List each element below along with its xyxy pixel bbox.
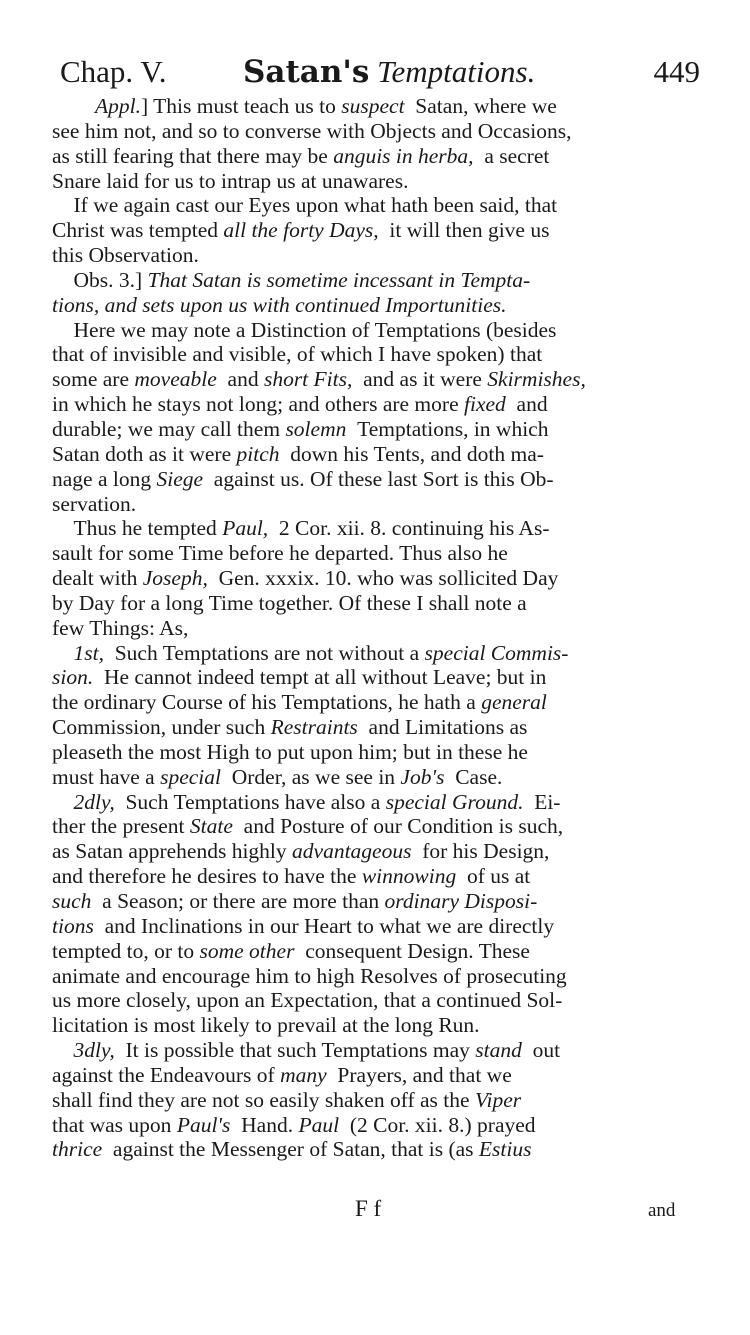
text-line (52, 616, 702, 641)
text-line (52, 914, 702, 939)
text-run: It is possible that such Temptations may (114, 1038, 476, 1063)
text-run: Snare laid for us to intrap us at unawares. (52, 168, 409, 193)
text-run: against us. Of these last Sort is this Ob- (203, 466, 554, 491)
text-run: against the Endeavours of (52, 1062, 281, 1087)
text-run: ther the present (52, 814, 190, 839)
text-run: shall find they are not so easily shaken off as the (52, 1087, 475, 1112)
italic-run: pitch (236, 441, 280, 466)
text-run: 2 Cor. xii. 8. continuing his As- (268, 516, 550, 541)
text-line (52, 765, 702, 790)
italic-run: ordinary Disposi- (384, 889, 538, 913)
text-run: sault for some Time before he departed. Thus also he (52, 541, 508, 566)
text-line (52, 889, 702, 914)
text-run: and therefore he desires to have the (52, 864, 362, 889)
text-run: Temptations, in which (346, 416, 549, 441)
text-line (52, 690, 702, 715)
text-line (52, 144, 702, 169)
text-run: Thus he tempted (52, 516, 223, 541)
italic-run: Joseph, (142, 566, 208, 591)
text-run: and (505, 392, 548, 417)
text-line (52, 417, 702, 442)
text-run: licitation is most likely to prevail at the long Run. (52, 1013, 480, 1038)
italic-run: Siege (156, 466, 204, 491)
text-line (52, 318, 702, 343)
italic-run: all the forty Days, (223, 218, 379, 243)
text-run: it will then give us (378, 218, 550, 243)
italic-run: 2dly, (73, 789, 115, 814)
text-line (52, 243, 702, 268)
text-run: as still fearing that there may be (52, 143, 334, 168)
text-run: Hand. (230, 1112, 299, 1137)
text-run: Gen. xxxix. 10. who was sollicited Day (207, 566, 559, 591)
text-run: Prayers, and that we (326, 1062, 512, 1087)
text-line (52, 516, 702, 541)
text-run: down his Tents, and doth ma- (279, 441, 544, 466)
text-body (52, 94, 702, 1162)
text-line (52, 665, 702, 690)
italic-run: advantageous (292, 839, 412, 864)
text-run: the ordinary Course of his Temptations, he hath a (52, 690, 482, 715)
italic-run: State (189, 814, 233, 839)
text-run (52, 1038, 74, 1062)
text-line (52, 814, 702, 839)
text-run: Such Temptations have also a (114, 789, 386, 814)
italic-run: such (52, 889, 92, 913)
signature-mark: F f (355, 1196, 382, 1221)
text-line (52, 467, 702, 492)
text-line (52, 218, 702, 243)
text-run: Ei- (523, 789, 561, 814)
italic-run: moveable (134, 367, 217, 392)
italic-run: 1st, (73, 640, 104, 665)
text-run: Commission, under such (52, 715, 271, 740)
text-run: against the Messenger of Satan, that is (as (102, 1137, 479, 1162)
text-run: few Things: As, (52, 615, 189, 640)
text-run: Obs. 3.] (52, 267, 148, 292)
text-run: ] This must teach us to (140, 94, 342, 118)
text-line (52, 715, 702, 740)
text-run: of us at (456, 864, 531, 889)
italic-run: anguis in herba, (333, 143, 474, 168)
text-run: for his Design, (411, 839, 550, 864)
text-line (52, 193, 702, 218)
text-line (52, 342, 702, 367)
italic-run: Skirmishes, (487, 367, 586, 392)
text-line (52, 1113, 702, 1138)
text-run: must have a (52, 764, 161, 789)
text-run: that of invisible and visible, of which I have spoken) that (52, 342, 543, 367)
text-run: tempted to, or to (52, 938, 200, 963)
title-blackletter: Satan's (243, 54, 370, 90)
text-run (52, 94, 95, 118)
text-line (52, 1013, 702, 1038)
text-line (52, 1063, 702, 1088)
text-run: animate and encourage him to high Resolves of prosecuting (52, 963, 567, 988)
italic-run: many (280, 1062, 327, 1087)
text-line (52, 442, 702, 467)
text-run: nage a long (52, 466, 157, 491)
text-line (52, 492, 702, 517)
text-run: out (521, 1038, 561, 1063)
text-run: and Limitations as (357, 715, 528, 740)
text-line (52, 94, 702, 119)
text-line (52, 566, 702, 591)
italic-run: fixed (464, 392, 506, 417)
text-run: Such Temptations are not without a (103, 640, 425, 665)
text-run: Satan doth as it were (52, 441, 237, 466)
text-line (52, 119, 702, 144)
text-run: some are (52, 367, 135, 392)
italic-run: solemn (285, 416, 347, 441)
text-line (52, 939, 702, 964)
italic-run: sion. (52, 665, 94, 690)
text-run: Here we may note a Distinction of Temptations (besides (52, 317, 557, 342)
text-line (52, 541, 702, 566)
text-run: and as it were (352, 367, 488, 392)
running-title (243, 54, 535, 90)
italic-run: Paul, (222, 516, 269, 541)
italic-run: winnowing (361, 864, 457, 889)
text-line (52, 293, 702, 318)
text-run: and Inclinations in our Heart to what we are directly (93, 913, 555, 938)
italic-run: Estius (478, 1137, 532, 1162)
text-line (52, 964, 702, 989)
text-run: dealt with (52, 566, 143, 591)
text-run: see him not, and so to converse with Objects and Occasions, (52, 118, 572, 143)
text-line (52, 839, 702, 864)
text-line (52, 268, 702, 293)
text-run: a Season; or there are more than (91, 889, 385, 913)
text-line (52, 1088, 702, 1113)
page-number: 449 (653, 54, 700, 89)
italic-run: some other (199, 938, 295, 963)
italic-run: That Satan is sometime incessant in Tempta- (147, 267, 531, 292)
italic-run: thrice (52, 1137, 103, 1162)
text-run (52, 790, 74, 814)
text-run: in which he stays not long; and others are more (52, 392, 464, 417)
text-run: that was upon (52, 1112, 177, 1137)
italic-run: Paul (298, 1112, 340, 1137)
chapter-label: Chap. V. (60, 54, 167, 89)
text-line (52, 740, 702, 765)
text-run: and (216, 367, 264, 392)
italic-run: tions, and sets upon us with continued Importunities. (52, 292, 507, 317)
text-run: this Observation. (52, 243, 199, 268)
text-run: (2 Cor. xii. 8.) prayed (339, 1112, 536, 1137)
catchword: and (648, 1200, 676, 1221)
text-run: durable; we may call them (52, 416, 286, 441)
text-run: Order, as we see in (220, 764, 401, 789)
italic-run: short Fits, (263, 367, 353, 392)
text-run: Satan, where we (404, 94, 557, 118)
italic-run: Restraints (270, 715, 358, 740)
text-line (52, 1137, 702, 1162)
running-header (60, 54, 700, 98)
text-line (52, 591, 702, 616)
italic-run: general (481, 690, 547, 715)
italic-run: Job's (400, 764, 445, 789)
italic-run: 3dly, (73, 1038, 115, 1063)
italic-run: Paul's (176, 1112, 231, 1137)
text-run: as Satan apprehends highly (52, 839, 293, 864)
text-run: He cannot indeed tempt at all without Leave; but in (93, 665, 547, 690)
text-line (52, 169, 702, 194)
text-run: by Day for a long Time together. Of these I shall note a (52, 590, 527, 615)
text-line (52, 790, 702, 815)
italic-run: special (160, 764, 221, 789)
text-run: consequent Design. These (294, 938, 530, 963)
text-line (52, 641, 702, 666)
text-run: us more closely, upon an Expectation, that a continued Sol- (52, 988, 563, 1013)
italic-run: suspect (341, 94, 405, 118)
italic-run: tions (52, 913, 94, 938)
text-line (52, 1038, 702, 1063)
text-run: and Posture of our Condition is such, (232, 814, 564, 839)
text-run: Case. (444, 764, 503, 789)
italic-run: stand (475, 1038, 522, 1063)
text-run: pleaseth the most High to put upon him; but in these he (52, 739, 528, 764)
italic-run: special Ground. (385, 789, 524, 814)
italic-run: special Commis- (424, 640, 569, 665)
text-run: Christ was tempted (52, 218, 224, 243)
title-italic: Temptations. (377, 54, 536, 89)
text-line (52, 367, 702, 392)
text-line (52, 392, 702, 417)
text-run: servation. (52, 491, 137, 516)
italic-run: Appl. (95, 94, 141, 118)
text-run: a secret (473, 143, 550, 168)
italic-run: Viper (474, 1087, 522, 1112)
text-line (52, 988, 702, 1013)
text-run (52, 641, 74, 665)
text-run: If we again cast our Eyes upon what hath been said, that (52, 193, 558, 218)
text-line (52, 864, 702, 889)
